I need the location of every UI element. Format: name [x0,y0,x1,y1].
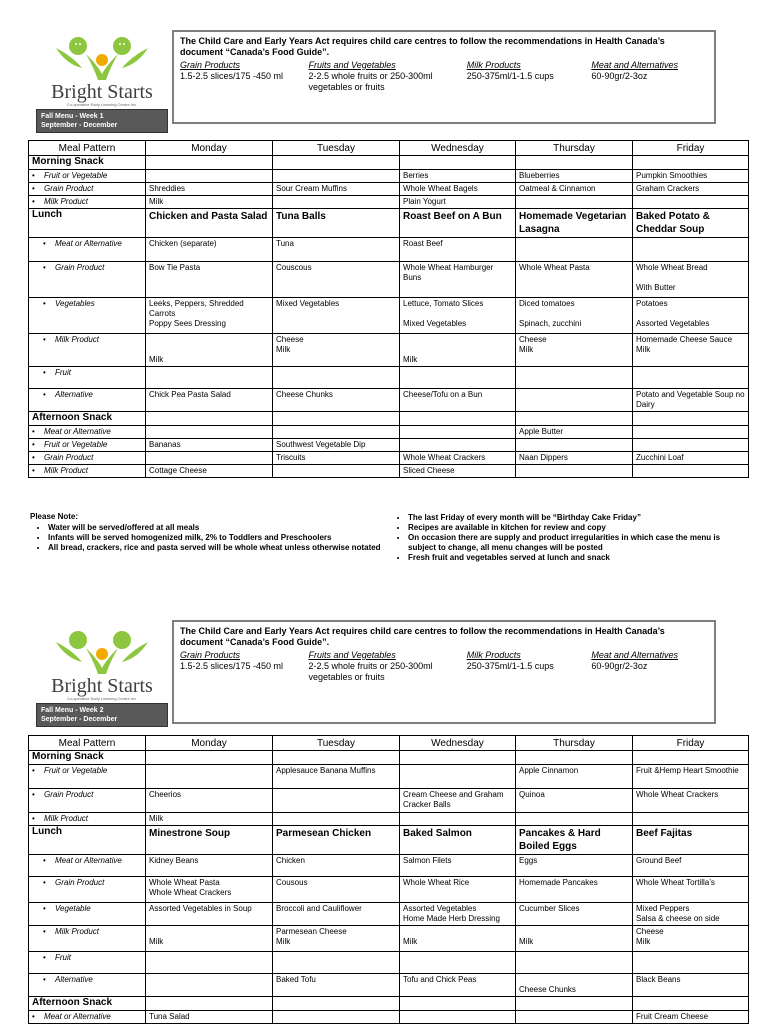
menu-cell [633,367,749,389]
menu-cell [400,952,516,974]
note-item: • All bread, crackers, rice and pasta served will be whole wheat unless otherwise notated [48,543,390,553]
menu-cell: Chick Pea Pasta Salad [146,389,273,412]
table-row [29,334,749,367]
menu-cell: Whole Wheat Rice [400,877,516,903]
menu-cell [400,765,516,789]
table-row [29,196,749,209]
meal-component-label: • Grain Product [29,789,146,813]
menu-cell: Ground Beef [633,855,749,877]
food-guide-columns [180,60,708,93]
meal-section-label: Lunch [29,826,146,855]
menu-cell: Homemade Cheese Sauce Milk [633,334,749,367]
note-item: • Infants will be served homogenized milk, 2% to Toddlers and Preschoolers [48,533,390,543]
menu-cell: Whole Wheat Pasta [516,262,633,298]
table-row [29,855,749,877]
meal-component-label: • Meat or Alternative [29,855,146,877]
column-header-day: Thursday [516,141,633,156]
menu-table-week2 [28,735,749,1024]
menu-cell [400,412,516,426]
menu-cell [400,997,516,1011]
menu-cell: Milk [400,334,516,367]
menu-cell [633,412,749,426]
menu-cell: Couscous [273,262,400,298]
menu-cell [273,170,400,183]
table-row [29,389,749,412]
menu-cell: Cheese Milk [633,926,749,952]
table-row [29,156,749,170]
menu-cell [273,196,400,209]
menu-cell [273,367,400,389]
menu-cell [633,952,749,974]
table-row [29,367,749,389]
menu-cell [273,412,400,426]
table-row [29,426,749,439]
meal-component-label: • Alternative [29,389,146,412]
guide-value: 60-90gr/2-3oz [591,71,648,81]
menu-cell [146,426,273,439]
meal-section-label: Lunch [29,209,146,238]
guide-col-grain [180,60,309,93]
menu-cell: Homemade Vegetarian Lasagna [516,209,633,238]
menu-cell: Cucumber Slices [516,903,633,926]
menu-cell: Salmon Filets [400,855,516,877]
guide-col-milk [467,650,588,683]
column-header-day: Friday [633,736,749,751]
menu-cell: Whole Wheat Bagels [400,183,516,196]
logo-week2 [36,628,168,727]
meal-section-label: Afternoon Snack [29,997,146,1011]
meal-component-label: • Grain Product [29,262,146,298]
guide-col-fruit [309,60,467,93]
menu-week-label: Fall Menu - Week 2 [41,707,104,714]
menu-cell: Fruit &Hemp Heart Smoothie [633,765,749,789]
menu-cell [633,238,749,262]
logo-week1 [36,34,168,133]
guide-value: 2-2.5 whole fruits or 250-300ml vegetables or fruits [308,661,433,682]
guide-col-milk [467,60,588,93]
menu-cell [516,1011,633,1024]
menu-cell: Cheese Chunks [516,974,633,997]
menu-cell: Chicken and Pasta Salad [146,209,273,238]
menu-cell [146,974,273,997]
menu-cell: Cheerios [146,789,273,813]
brand-name: Bright Starts [51,81,153,103]
menu-cell: Parmesean Chicken [273,826,400,855]
table-row [29,298,749,334]
menu-cell: Milk [146,334,273,367]
menu-week-tag [36,109,168,133]
table-header-row [29,736,749,751]
menu-cell: Whole Wheat Crackers [633,789,749,813]
menu-cell [516,238,633,262]
menu-cell [400,156,516,170]
meal-section-label: Morning Snack [29,751,146,765]
note-item: • Water will be served/offered at all meals [48,523,390,533]
table-row [29,826,749,855]
menu-cell: Homemade Pancakes [516,877,633,903]
menu-cell [273,156,400,170]
table-row [29,997,749,1011]
menu-season-label: September - December [41,716,118,723]
menu-cell: Diced tomatoes Spinach, zucchini [516,298,633,334]
menu-cell [273,751,400,765]
notes-section [30,512,750,563]
menu-cell [400,367,516,389]
menu-cell: Broccoli and Cauliflower [273,903,400,926]
column-header-meal-pattern: Meal Pattern [29,141,146,156]
menu-cell: Baked Tofu [273,974,400,997]
bright-starts-logo-icon [36,34,168,84]
menu-cell [146,156,273,170]
menu-cell: Beef Fajitas [633,826,749,855]
column-header-day: Thursday [516,736,633,751]
menu-cell: Zucchini Loaf [633,452,749,465]
menu-cell: Triscuits [273,452,400,465]
guide-col-fruit [309,650,467,683]
food-guide-intro: The Child Care and Early Years Act requires child care centres to follow the recommendations in Health Canada’s document “Canada’s Food Guide”. [180,626,665,647]
column-header-meal-pattern: Meal Pattern [29,736,146,751]
menu-cell: Whole Wheat Crackers [400,452,516,465]
guide-col-meat [587,650,708,683]
guide-value: 1.5-2.5 slices/175 -450 ml [180,71,284,81]
column-header-day: Monday [146,736,273,751]
table-row [29,877,749,903]
note-item: • Fresh fruit and vegetables served at lunch and snack [408,553,750,563]
menu-cell: Baked Potato & Cheddar Soup [633,209,749,238]
menu-cell [146,751,273,765]
menu-cell [516,389,633,412]
menu-cell: Cousous [273,877,400,903]
menu-cell [516,465,633,478]
table-row [29,238,749,262]
menu-table-week1 [28,140,749,478]
menu-cell [400,751,516,765]
menu-cell: Milk [146,196,273,209]
column-header-day: Wednesday [400,141,516,156]
menu-cell: Mixed Vegetables [273,298,400,334]
food-guide-intro: The Child Care and Early Years Act requires child care centres to follow the recommendations in Health Canada’s document “Canada’s Food Guide”. [180,36,665,57]
meal-component-label: • Milk Product [29,334,146,367]
menu-cell: Tuna Balls [273,209,400,238]
menu-cell [273,465,400,478]
menu-cell: Roast Beef [400,238,516,262]
column-header-day: Tuesday [273,736,400,751]
meal-component-label: • Milk Product [29,813,146,826]
menu-cell: Potato and Vegetable Soup no Dairy [633,389,749,412]
menu-cell: Mixed Peppers Salsa & cheese on side [633,903,749,926]
menu-cell: Milk [516,926,633,952]
menu-cell [633,156,749,170]
menu-cell: Cheese Milk [273,334,400,367]
meal-component-label: • Fruit or Vegetable [29,170,146,183]
menu-cell: Leeks, Peppers, Shredded Carrots Poppy Sees Dressing [146,298,273,334]
menu-cell: Chicken [273,855,400,877]
menu-cell [516,952,633,974]
menu-cell: Tuna Salad [146,1011,273,1024]
food-guide-box [172,620,716,724]
note-item: • On occasion there are supply and product irregularities in which case the menu is subject to change, all menu changes will be posted [408,533,750,553]
menu-cell [516,813,633,826]
menu-cell [146,952,273,974]
menu-cell [146,452,273,465]
meal-component-label: • Fruit or Vegetable [29,765,146,789]
guide-heading: Grain Products [180,650,241,660]
menu-cell: Kidney Beans [146,855,273,877]
brand-tagline: Co-operative Early Learning Centre Inc. [66,696,138,701]
menu-cell [400,813,516,826]
table-row [29,183,749,196]
menu-cell: Whole Wheat Pasta Whole Wheat Crackers [146,877,273,903]
menu-week-label: Fall Menu - Week 1 [41,113,104,120]
guide-heading: Meat and Alternatives [591,60,679,70]
menu-cell [146,412,273,426]
menu-cell: Baked Salmon [400,826,516,855]
column-header-day: Friday [633,141,749,156]
menu-cell: Quinoa [516,789,633,813]
menu-cell [146,170,273,183]
guide-value: 250-375ml/1-1.5 cups [466,661,554,671]
meal-component-label: • Grain Product [29,183,146,196]
guide-heading: Grain Products [180,60,241,70]
food-guide-columns [180,650,708,683]
guide-col-meat [587,60,708,93]
brand-name: Bright Starts [51,675,153,697]
menu-cell [633,751,749,765]
menu-cell: Tofu and Chick Peas [400,974,516,997]
column-header-day: Monday [146,141,273,156]
table-row [29,209,749,238]
menu-cell: Whole Wheat Bread With Butter [633,262,749,298]
guide-value: 250-375ml/1-1.5 cups [466,71,554,81]
menu-cell [273,813,400,826]
menu-cell [633,813,749,826]
menu-cell [400,426,516,439]
menu-cell: Sour Cream Muffins [273,183,400,196]
meal-component-label: • Milk Product [29,926,146,952]
meal-component-label: • Vegetable [29,903,146,926]
menu-cell: Lettuce, Tomato Slices Mixed Vegetables [400,298,516,334]
menu-cell: Blueberries [516,170,633,183]
menu-cell: Apple Butter [516,426,633,439]
menu-cell [633,439,749,452]
menu-cell [146,367,273,389]
table-row [29,903,749,926]
table-row [29,1011,749,1024]
notes-list-left [30,523,390,563]
bright-starts-logo-icon [36,628,168,678]
menu-cell: Potatoes Assorted Vegetables [633,298,749,334]
table-row [29,765,749,789]
meal-component-label: • Meat or Alternative [29,238,146,262]
table-row [29,465,749,478]
menu-cell: Assorted Vegetables Home Made Herb Dressing [400,903,516,926]
menu-cell [400,439,516,452]
meal-component-label: • Vegetables [29,298,146,334]
table-header-row [29,141,749,156]
note-item: • Recipes are available in kitchen for review and copy [408,523,750,533]
menu-cell: Milk [146,926,273,952]
meal-section-label: Afternoon Snack [29,412,146,426]
menu-cell: Oatmeal & Cinnamon [516,183,633,196]
meal-component-label: • Fruit [29,952,146,974]
menu-cell [516,412,633,426]
menu-cell: Black Beans [633,974,749,997]
menu-cell [273,997,400,1011]
menu-cell: Plain Yogurt [400,196,516,209]
guide-heading: Meat and Alternatives [591,650,679,660]
menu-cell [516,997,633,1011]
table-row [29,926,749,952]
menu-cell: Milk [146,813,273,826]
table-row [29,751,749,765]
menu-cell [516,196,633,209]
guide-col-grain [180,650,309,683]
menu-cell: Chicken (separate) [146,238,273,262]
menu-cell: Naan Dippers [516,452,633,465]
menu-cell: Cheese Milk [516,334,633,367]
menu-cell [516,367,633,389]
menu-cell: Graham Crackers [633,183,749,196]
menu-cell [146,997,273,1011]
menu-cell: Parmesean Cheese Milk [273,926,400,952]
menu-cell: Pancakes & Hard Boiled Eggs [516,826,633,855]
notes-title: Please Note: [30,512,79,521]
table-row [29,952,749,974]
meal-component-label: • Fruit [29,367,146,389]
food-guide-box [172,30,716,124]
menu-cell: Cheese/Tofu on a Bun [400,389,516,412]
menu-cell [273,426,400,439]
menu-cell: Cheese Chunks [273,389,400,412]
menu-cell [516,751,633,765]
menu-cell: Shreddies [146,183,273,196]
menu-cell: Roast Beef on A Bun [400,209,516,238]
meal-component-label: • Grain Product [29,452,146,465]
menu-cell [516,439,633,452]
menu-cell: Cottage Cheese [146,465,273,478]
guide-heading: Milk Products [466,60,521,70]
guide-heading: Fruits and Vegetables [308,650,396,660]
column-header-day: Wednesday [400,736,516,751]
menu-cell: Sliced Cheese [400,465,516,478]
menu-cell [146,765,273,789]
meal-component-label: • Alternative [29,974,146,997]
menu-cell [633,997,749,1011]
menu-week-tag [36,703,168,727]
meal-component-label: • Fruit or Vegetable [29,439,146,452]
table-row [29,170,749,183]
menu-cell: Berries [400,170,516,183]
menu-cell: Milk [400,926,516,952]
guide-value: 1.5-2.5 slices/175 -450 ml [180,661,284,671]
menu-cell: Eggs [516,855,633,877]
menu-cell: Bananas [146,439,273,452]
menu-cell [400,1011,516,1024]
meal-component-label: • Grain Product [29,877,146,903]
meal-component-label: • Milk Product [29,465,146,478]
guide-value: 60-90gr/2-3oz [591,661,648,671]
meal-section-label: Morning Snack [29,156,146,170]
menu-cell: Pumpkin Smoothies [633,170,749,183]
notes-list-right [390,513,750,563]
menu-cell [273,1011,400,1024]
guide-heading: Fruits and Vegetables [308,60,396,70]
guide-heading: Milk Products [466,650,521,660]
menu-cell [516,156,633,170]
guide-value: 2-2.5 whole fruits or 250-300ml vegetables or fruits [308,71,433,92]
table-row [29,974,749,997]
menu-cell [273,952,400,974]
column-header-day: Tuesday [273,141,400,156]
table-row [29,439,749,452]
menu-cell: Apple Cinnamon [516,765,633,789]
menu-cell: Fruit Cream Cheese [633,1011,749,1024]
table-row [29,452,749,465]
menu-cell: Bow Tie Pasta [146,262,273,298]
menu-cell [633,426,749,439]
menu-cell: Assorted Vegetables in Soup [146,903,273,926]
meal-component-label: • Meat or Alternative [29,426,146,439]
menu-cell [633,196,749,209]
note-item: • The last Friday of every month will be “Birthday Cake Friday” [408,513,750,523]
brand-tagline: Co-operative Early Learning Centre Inc. [66,102,138,107]
table-row [29,813,749,826]
menu-cell: Cream Cheese and Graham Cracker Balls [400,789,516,813]
menu-cell [273,789,400,813]
menu-cell: Applesauce Banana Muffins [273,765,400,789]
meal-component-label: • Milk Product [29,196,146,209]
menu-cell: Whole Wheat Hamburger Buns [400,262,516,298]
menu-cell: Minestrone Soup [146,826,273,855]
table-row [29,262,749,298]
menu-season-label: September - December [41,122,118,129]
menu-cell: Southwest Vegetable Dip [273,439,400,452]
menu-cell: Tuna [273,238,400,262]
menu-cell [633,465,749,478]
menu-cell: Whole Wheat Tortilla’s [633,877,749,903]
table-row [29,412,749,426]
table-row [29,789,749,813]
meal-component-label: • Meat or Alternative [29,1011,146,1024]
